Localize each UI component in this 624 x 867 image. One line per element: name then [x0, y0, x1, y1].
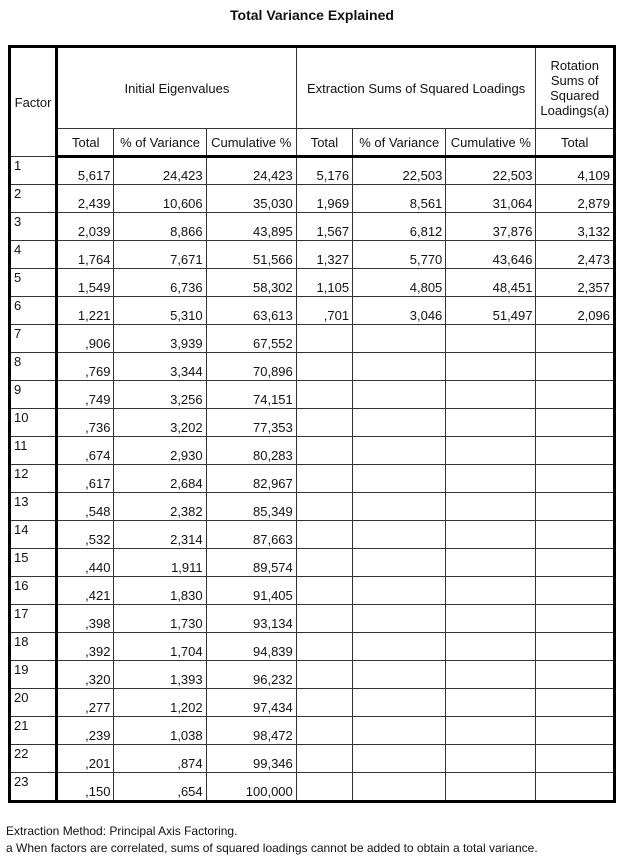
subheader-row — [10, 129, 615, 157]
value-cell: 1,730 — [114, 605, 206, 633]
factor-cell: 7 — [10, 325, 57, 353]
value-cell — [353, 549, 446, 577]
value-cell: 4,805 — [353, 269, 446, 297]
value-cell: ,548 — [57, 493, 114, 521]
value-cell: 1,969 — [296, 185, 352, 213]
value-cell — [296, 633, 352, 661]
value-cell — [296, 465, 352, 493]
value-cell — [446, 577, 536, 605]
value-cell: 1,704 — [114, 633, 206, 661]
value-cell: ,701 — [296, 297, 352, 325]
value-cell — [353, 605, 446, 633]
value-cell: 2,382 — [114, 493, 206, 521]
value-cell — [353, 745, 446, 773]
footnote-method: Extraction Method: Principal Axis Factoring. — [6, 824, 238, 838]
factor-cell: 21 — [10, 717, 57, 745]
value-cell — [296, 717, 352, 745]
value-cell: 1,830 — [114, 577, 206, 605]
value-cell — [353, 381, 446, 409]
value-cell: ,398 — [57, 605, 114, 633]
factor-cell: 18 — [10, 633, 57, 661]
value-cell — [536, 745, 615, 773]
footnote-a: a When factors are correlated, sums of squared loadings cannot be added to obtain a total variance. — [6, 841, 538, 855]
value-cell — [446, 521, 536, 549]
value-cell: ,906 — [57, 325, 114, 353]
initial-eigenvalues-header: Initial Eigenvalues — [57, 47, 297, 129]
table-row — [10, 437, 615, 465]
value-cell: 2,473 — [536, 241, 615, 269]
value-cell: ,421 — [57, 577, 114, 605]
value-cell — [536, 661, 615, 689]
value-cell: ,874 — [114, 745, 206, 773]
value-cell: 87,663 — [206, 521, 296, 549]
factor-cell: 22 — [10, 745, 57, 773]
value-cell — [296, 353, 352, 381]
table-row — [10, 241, 615, 269]
table-row — [10, 549, 615, 577]
table-row — [10, 661, 615, 689]
subheader-cell: Total — [57, 129, 114, 157]
value-cell — [296, 773, 352, 802]
table-row — [10, 409, 615, 437]
value-cell: ,532 — [57, 521, 114, 549]
value-cell: 24,423 — [206, 157, 296, 185]
value-cell: 51,497 — [446, 297, 536, 325]
value-cell: ,201 — [57, 745, 114, 773]
factor-cell: 3 — [10, 213, 57, 241]
subheader-cell: % of Variance — [114, 129, 206, 157]
value-cell: 10,606 — [114, 185, 206, 213]
factor-cell: 13 — [10, 493, 57, 521]
value-cell: 2,039 — [57, 213, 114, 241]
value-cell: ,736 — [57, 409, 114, 437]
value-cell: 1,911 — [114, 549, 206, 577]
factor-cell: 4 — [10, 241, 57, 269]
value-cell — [446, 353, 536, 381]
value-cell: 2,930 — [114, 437, 206, 465]
value-cell: 2,314 — [114, 521, 206, 549]
factor-cell: 14 — [10, 521, 57, 549]
factor-cell: 19 — [10, 661, 57, 689]
factor-cell: 1 — [10, 157, 57, 185]
value-cell: ,674 — [57, 437, 114, 465]
table-row — [10, 353, 615, 381]
value-cell — [296, 577, 352, 605]
value-cell: 5,176 — [296, 157, 352, 185]
factor-cell: 2 — [10, 185, 57, 213]
value-cell — [353, 465, 446, 493]
value-cell: 2,879 — [536, 185, 615, 213]
value-cell: ,320 — [57, 661, 114, 689]
value-cell — [353, 493, 446, 521]
footnotes — [8, 823, 616, 857]
value-cell — [446, 717, 536, 745]
value-cell — [353, 325, 446, 353]
value-cell — [536, 353, 615, 381]
table-row — [10, 297, 615, 325]
value-cell: 8,866 — [114, 213, 206, 241]
value-cell: 43,895 — [206, 213, 296, 241]
value-cell: ,617 — [57, 465, 114, 493]
value-cell: ,440 — [57, 549, 114, 577]
value-cell: 85,349 — [206, 493, 296, 521]
value-cell: 3,344 — [114, 353, 206, 381]
table-row — [10, 717, 615, 745]
value-cell: 31,064 — [446, 185, 536, 213]
value-cell — [536, 605, 615, 633]
value-cell — [536, 493, 615, 521]
table-row — [10, 185, 615, 213]
value-cell: ,150 — [57, 773, 114, 802]
value-cell: 2,357 — [536, 269, 615, 297]
factor-cell: 12 — [10, 465, 57, 493]
value-cell: 5,617 — [57, 157, 114, 185]
value-cell: 37,876 — [446, 213, 536, 241]
value-cell: 58,302 — [206, 269, 296, 297]
factor-cell: 17 — [10, 605, 57, 633]
value-cell — [296, 381, 352, 409]
table-row — [10, 577, 615, 605]
value-cell — [536, 437, 615, 465]
table-row — [10, 493, 615, 521]
value-cell: 1,567 — [296, 213, 352, 241]
value-cell: 5,310 — [114, 297, 206, 325]
value-cell: 94,839 — [206, 633, 296, 661]
subheader-cell: % of Variance — [353, 129, 446, 157]
value-cell: ,239 — [57, 717, 114, 745]
value-cell — [296, 661, 352, 689]
value-cell: 93,134 — [206, 605, 296, 633]
value-cell — [353, 521, 446, 549]
factor-header: Factor — [10, 47, 57, 157]
value-cell: 2,096 — [536, 297, 615, 325]
table-row — [10, 605, 615, 633]
value-cell — [353, 633, 446, 661]
value-cell: 97,434 — [206, 689, 296, 717]
table-row — [10, 157, 615, 185]
subheader-cell: Cumulative % — [446, 129, 536, 157]
value-cell — [536, 633, 615, 661]
value-cell: 35,030 — [206, 185, 296, 213]
value-cell — [353, 577, 446, 605]
value-cell: 2,439 — [57, 185, 114, 213]
value-cell: 5,770 — [353, 241, 446, 269]
factor-cell: 10 — [10, 409, 57, 437]
variance-table — [8, 45, 616, 803]
subheader-cell: Total — [296, 129, 352, 157]
factor-cell: 23 — [10, 773, 57, 802]
value-cell: 67,552 — [206, 325, 296, 353]
value-cell: 96,232 — [206, 661, 296, 689]
subheader-cell: Total — [536, 129, 615, 157]
value-cell — [536, 325, 615, 353]
value-cell: 24,423 — [114, 157, 206, 185]
value-cell: 89,574 — [206, 549, 296, 577]
value-cell: 6,812 — [353, 213, 446, 241]
value-cell: 2,684 — [114, 465, 206, 493]
value-cell — [536, 465, 615, 493]
value-cell: 1,327 — [296, 241, 352, 269]
value-cell — [296, 745, 352, 773]
table-row — [10, 773, 615, 802]
value-cell — [446, 325, 536, 353]
value-cell — [353, 437, 446, 465]
factor-cell: 6 — [10, 297, 57, 325]
value-cell — [353, 773, 446, 802]
table-row — [10, 633, 615, 661]
value-cell — [536, 521, 615, 549]
factor-cell: 20 — [10, 689, 57, 717]
value-cell: 80,283 — [206, 437, 296, 465]
table-row — [10, 521, 615, 549]
value-cell — [536, 773, 615, 802]
value-cell: 1,549 — [57, 269, 114, 297]
value-cell — [446, 409, 536, 437]
value-cell — [446, 745, 536, 773]
table-row — [10, 381, 615, 409]
value-cell: 3,046 — [353, 297, 446, 325]
value-cell — [446, 381, 536, 409]
value-cell — [296, 409, 352, 437]
value-cell — [446, 493, 536, 521]
value-cell: 7,671 — [114, 241, 206, 269]
value-cell: 1,764 — [57, 241, 114, 269]
value-cell: 100,000 — [206, 773, 296, 802]
value-cell — [446, 549, 536, 577]
table-row — [10, 465, 615, 493]
value-cell: 8,561 — [353, 185, 446, 213]
value-cell: 3,256 — [114, 381, 206, 409]
value-cell: ,392 — [57, 633, 114, 661]
value-cell: 3,132 — [536, 213, 615, 241]
value-cell: 22,503 — [353, 157, 446, 185]
value-cell: 74,151 — [206, 381, 296, 409]
factor-cell: 8 — [10, 353, 57, 381]
value-cell: 51,566 — [206, 241, 296, 269]
value-cell: 63,613 — [206, 297, 296, 325]
value-cell — [536, 689, 615, 717]
value-cell — [536, 409, 615, 437]
value-cell: 48,451 — [446, 269, 536, 297]
factor-cell: 9 — [10, 381, 57, 409]
factor-cell: 5 — [10, 269, 57, 297]
table-title: Total Variance Explained — [230, 7, 394, 23]
value-cell: 1,393 — [114, 661, 206, 689]
value-cell: 6,736 — [114, 269, 206, 297]
value-cell: 3,202 — [114, 409, 206, 437]
value-cell — [353, 353, 446, 381]
table-row — [10, 689, 615, 717]
value-cell: 77,353 — [206, 409, 296, 437]
value-cell: 99,346 — [206, 745, 296, 773]
value-cell — [296, 493, 352, 521]
value-cell — [353, 717, 446, 745]
value-cell: 70,896 — [206, 353, 296, 381]
value-cell — [536, 577, 615, 605]
value-cell — [536, 717, 615, 745]
value-cell — [353, 409, 446, 437]
value-cell — [296, 325, 352, 353]
value-cell — [296, 689, 352, 717]
value-cell — [446, 661, 536, 689]
subheader-cell: Cumulative % — [206, 129, 296, 157]
value-cell — [296, 437, 352, 465]
factor-cell: 11 — [10, 437, 57, 465]
table-row — [10, 269, 615, 297]
value-cell — [536, 381, 615, 409]
value-cell: ,749 — [57, 381, 114, 409]
value-cell — [446, 633, 536, 661]
value-cell: 1,038 — [114, 717, 206, 745]
value-cell: 43,646 — [446, 241, 536, 269]
value-cell — [446, 465, 536, 493]
table-row — [10, 745, 615, 773]
value-cell: 1,221 — [57, 297, 114, 325]
rotation-header: Rotation Sums of Squared Loadings(a) — [536, 47, 615, 129]
value-cell: 22,503 — [446, 157, 536, 185]
value-cell — [296, 549, 352, 577]
value-cell — [536, 549, 615, 577]
value-cell — [446, 605, 536, 633]
value-cell: ,277 — [57, 689, 114, 717]
value-cell — [353, 689, 446, 717]
value-cell — [296, 605, 352, 633]
value-cell: ,654 — [114, 773, 206, 802]
value-cell: 82,967 — [206, 465, 296, 493]
factor-cell: 15 — [10, 549, 57, 577]
value-cell — [446, 689, 536, 717]
value-cell: 1,105 — [296, 269, 352, 297]
extraction-header: Extraction Sums of Squared Loadings — [296, 47, 536, 129]
value-cell — [296, 521, 352, 549]
value-cell: 98,472 — [206, 717, 296, 745]
value-cell — [446, 773, 536, 802]
value-cell: 3,939 — [114, 325, 206, 353]
factor-cell: 16 — [10, 577, 57, 605]
value-cell — [353, 661, 446, 689]
table-row — [10, 325, 615, 353]
value-cell — [446, 437, 536, 465]
value-cell: 1,202 — [114, 689, 206, 717]
value-cell: ,769 — [57, 353, 114, 381]
table-row — [10, 213, 615, 241]
value-cell: 4,109 — [536, 157, 615, 185]
value-cell: 91,405 — [206, 577, 296, 605]
